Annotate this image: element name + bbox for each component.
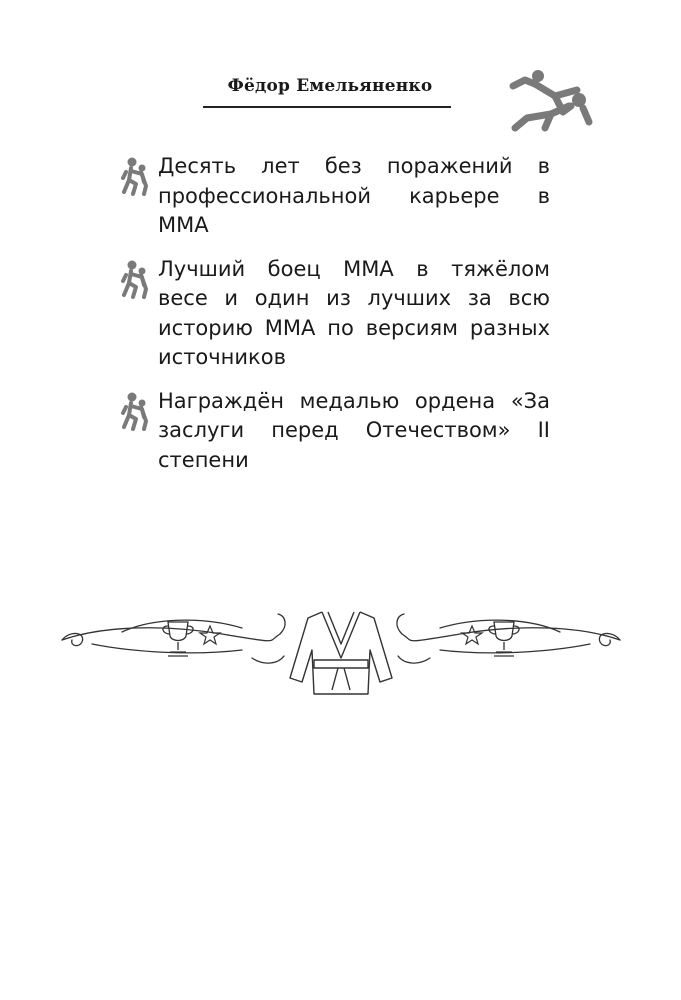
star-icon — [462, 626, 482, 644]
list-item — [120, 152, 550, 241]
wrestlers-throw-icon — [505, 66, 597, 134]
ornamental-divider — [52, 598, 630, 708]
page-title: Фёдор Емельяненко — [227, 76, 433, 96]
trophy-icon — [489, 622, 519, 656]
list-item — [120, 255, 550, 373]
fighters-bullet-icon — [120, 156, 150, 198]
fighters-bullet-icon — [120, 391, 150, 433]
kimono-icon — [290, 612, 392, 694]
list-item — [120, 387, 550, 476]
fact-text: Лучший боец ММА в тяжёлом весе и один из лучших за всю историю ММА по версиям разных источников — [158, 256, 550, 369]
fighters-bullet-icon — [120, 259, 150, 301]
title-underline — [203, 106, 451, 108]
fact-text: Десять лет без поражений в профессиональной карьере в ММА — [158, 154, 550, 237]
achievements-list — [120, 152, 550, 489]
trophy-icon — [163, 622, 193, 656]
fact-text: Награждён медалью ордена «За заслуги перед Отечеством» II степени — [158, 388, 550, 472]
star-icon — [200, 626, 220, 644]
